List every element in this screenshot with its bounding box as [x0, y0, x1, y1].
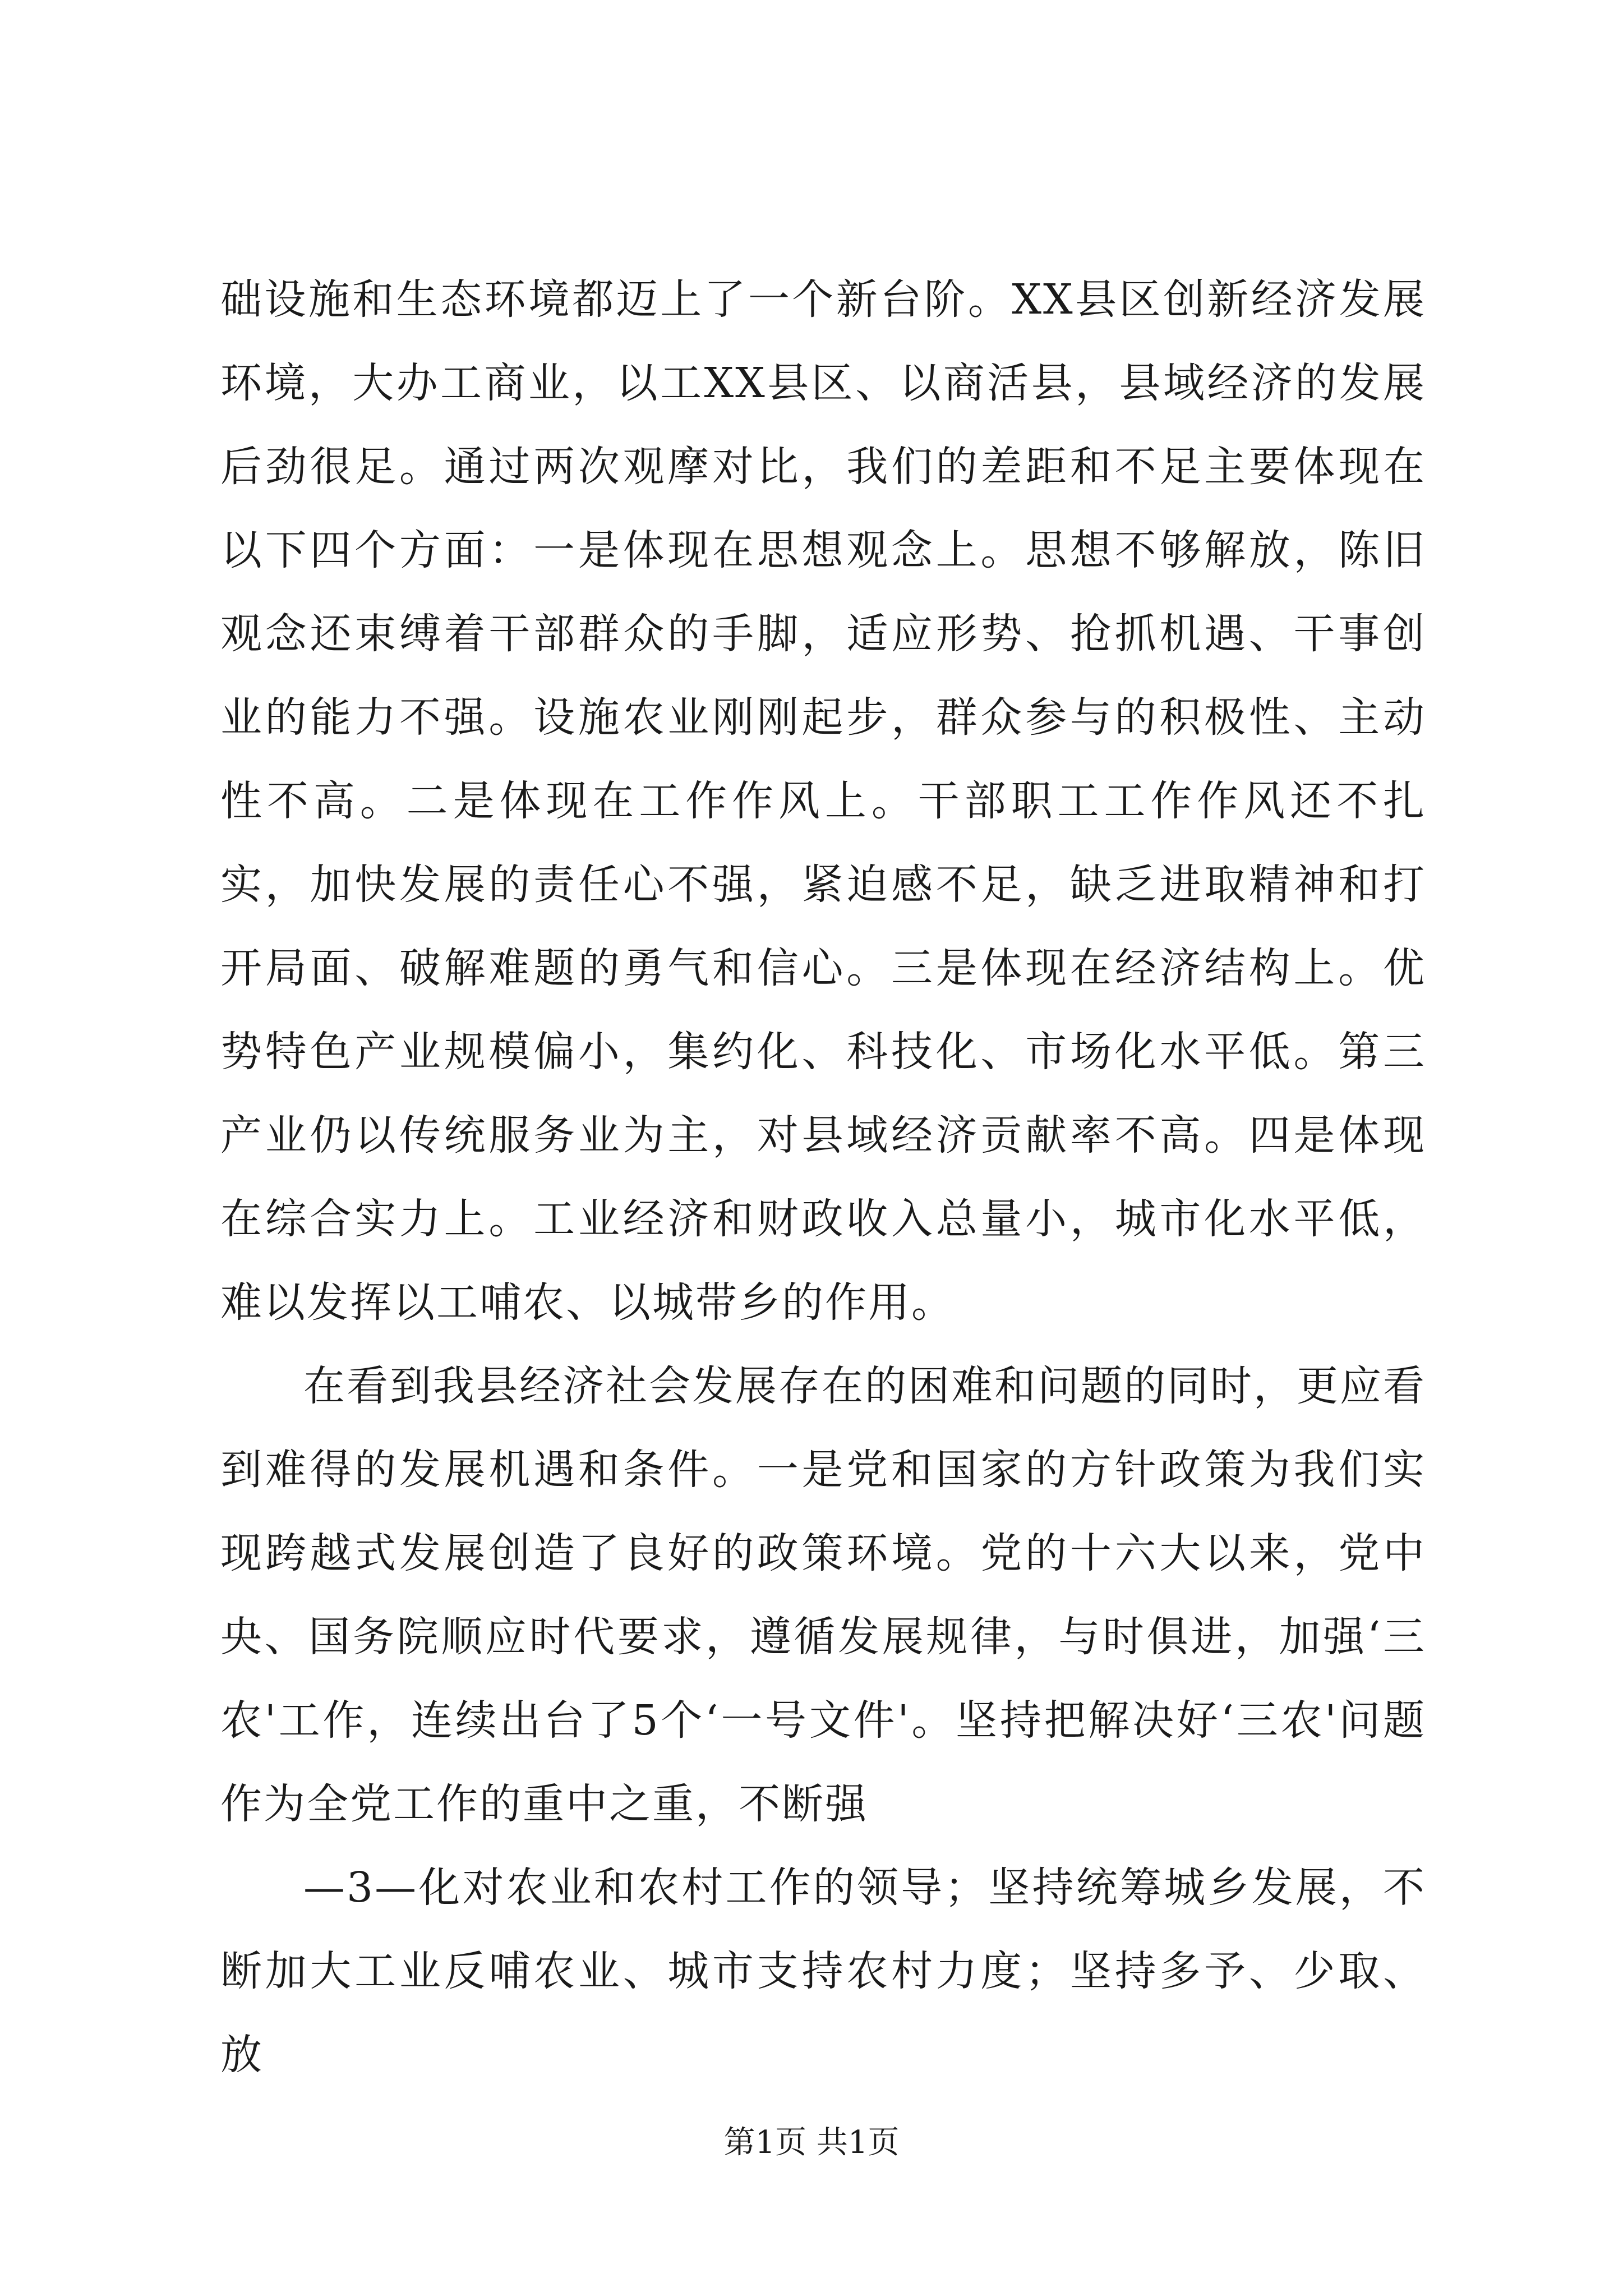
document-body: [220, 258, 1426, 2097]
paragraph-1: 础设施和生态环境都迈上了一个新台阶。XX县区创新经济发展环境，大办工商业，以工XX县区、以商活县，县域经济的发展后劲很足。通过两次观摩对比，我们的差距和不足主要体现在以下四个方面：一是体现在思想观念上。思想不够解放，陈旧观念还束缚着干部群众的手脚，适应形势、抢抓机遇、干事创业的能力不强。设施农业刚刚起步，群众参与的积极性、主动性不高。二是体现在工作作风上。干部职工工作作风还不扎实，加快发展的责任心不强，紧迫感不足，缺乏进取精神和打开局面、破解难题的勇气和信心。三是体现在经济结构上。优势特色产业规模偏小，集约化、科技化、市场化水平低。第三产业仍以传统服务业为主，对县域经济贡献率不高。四是体现在综合实力上。工业经济和财政收入总量小，城市化水平低，难以发挥以工哺农、以城带乡的作用。: [220, 275, 1426, 1327]
page-number-label: 第1页 共1页: [723, 2124, 900, 2161]
page-footer: [0, 2123, 1623, 2162]
paragraph-2: 在看到我县经济社会发展存在的困难和问题的同时，更应看到难得的发展机遇和条件。一是党和国家的方针政策为我们实现跨越式发展创造了良好的政策环境。党的十六大以来，党中央、国务院顺应时代要求，遵循发展规律，与时俱进，加强‘三农'工作，连续出台了5个‘一号文件'。坚持把解决好‘三农'问题作为全党工作的重中之重，不断强: [220, 1362, 1426, 1828]
paragraph-3: —3—化对农业和农村工作的领导；坚持统筹城乡发展，不断加大工业反哺农业、城市支持农村力度；坚持多予、少取、放: [220, 1864, 1426, 2079]
